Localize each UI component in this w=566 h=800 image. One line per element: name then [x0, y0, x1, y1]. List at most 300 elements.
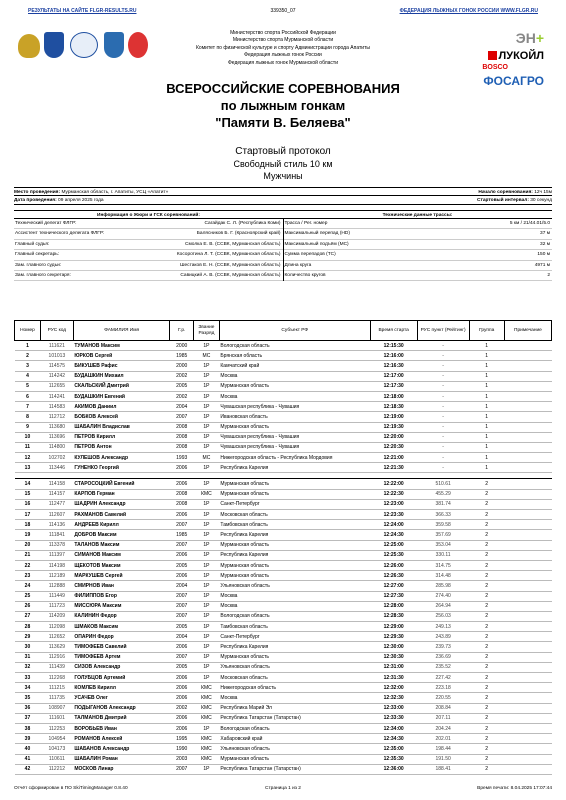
region: Хабаровский край: [219, 734, 370, 744]
rating: -: [417, 432, 469, 442]
table-row: [15, 453, 552, 463]
athlete-name: АНДРЕЕВ Кирилл: [73, 520, 170, 530]
print-time: Время печати: 8.04.2025 17:07:44: [477, 786, 552, 791]
athlete-name: БОБКОВ Алексей: [73, 412, 170, 422]
start-time: 12:21:30: [370, 463, 417, 473]
rating: -: [417, 412, 469, 422]
birth-year: 2008: [170, 422, 194, 432]
start-time: 12:26:00: [370, 560, 417, 570]
group: 2: [469, 744, 504, 754]
start-time: 12:24:30: [370, 530, 417, 540]
start-time: 12:28:00: [370, 601, 417, 611]
start-time: 12:28:30: [370, 611, 417, 621]
note: [504, 510, 551, 520]
start-time: 12:34:00: [370, 723, 417, 733]
race-gender: Мужчины: [263, 171, 303, 181]
rus-code: 113629: [40, 642, 73, 652]
page-number: Страница 1 из 2: [265, 786, 301, 791]
start-time: 12:33:00: [370, 703, 417, 713]
start-value: 12ч 15м: [534, 190, 552, 195]
start-time: 12:30:00: [370, 642, 417, 652]
region: Санкт-Петербург: [219, 632, 370, 642]
region: Тамбовская область: [219, 622, 370, 632]
note: [504, 571, 551, 581]
jury-row: [14, 261, 283, 271]
group: 1: [469, 412, 504, 422]
bib-number: 29: [15, 632, 41, 642]
race-style: Свободный стиль 10 км: [233, 159, 333, 169]
athlete-name: КУЛЕШОВ Александр: [73, 453, 170, 463]
organizer-line: Министерство спорта Российской Федерации: [230, 30, 336, 36]
start-time: 12:19:30: [370, 422, 417, 432]
organizer-line: Федерация лыжных гонок России: [244, 52, 322, 59]
rating: 204.24: [417, 723, 469, 733]
rus-code: 111841: [40, 530, 73, 540]
bib-number: 9: [15, 422, 41, 432]
rus-code: 110611: [40, 754, 73, 764]
note: [504, 652, 551, 662]
info-value: Косоротина Л. Т. (ССВК, Мурманская область): [176, 252, 281, 258]
start-time: 12:23:30: [370, 510, 417, 520]
rank: 1Р: [193, 601, 219, 611]
athlete-name: СИМАНОВ Максим: [73, 550, 170, 560]
bib-number: 30: [15, 642, 41, 652]
table-row: [15, 611, 552, 621]
rus-code: 101013: [40, 351, 73, 361]
athlete-name: БУДАШКИН Евгений: [73, 391, 170, 401]
region: Мурманская область: [219, 422, 370, 432]
rank: 1Р: [193, 510, 219, 520]
rank: 1Р: [193, 361, 219, 371]
rank: 1Р: [193, 402, 219, 412]
results-site-link[interactable]: РЕЗУЛЬТАТЫ НА САЙТЕ FLGR-RESULTS.RU: [28, 8, 137, 14]
rating: 285.98: [417, 581, 469, 591]
bib-number: 42: [15, 764, 41, 774]
bib-number: 33: [15, 673, 41, 683]
rating: 220.55: [417, 693, 469, 703]
federation-site-link[interactable]: ФЕДЕРАЦИЯ ЛЫЖНЫХ ГОНОК РОССИИ WWW.FLGR.RU: [399, 8, 538, 14]
region: Московская область: [219, 673, 370, 683]
table-row: [15, 622, 552, 632]
info-key: Ассистент технического делегата ФЛГР:: [15, 231, 105, 237]
region: Брянская область: [219, 351, 370, 361]
table-row: [15, 673, 552, 683]
info-value: 32 м: [540, 241, 550, 247]
region: Республика Карелия: [219, 550, 370, 560]
info-value: 2: [547, 272, 550, 278]
group: 1: [469, 371, 504, 381]
table-row: [15, 601, 552, 611]
date-label: Дата проведения:: [14, 198, 57, 203]
rating: -: [417, 361, 469, 371]
athlete-name: ВОРОБЬЕВ Иван: [73, 723, 170, 733]
table-row: [15, 479, 552, 489]
bib-number: 41: [15, 754, 41, 764]
rating: 353.04: [417, 540, 469, 550]
info-value: Балясников Б. Г. (Красноярский край): [196, 231, 281, 237]
group: 2: [469, 479, 504, 489]
start-time: 12:17:00: [370, 371, 417, 381]
table-row: [15, 381, 552, 391]
bib-number: 34: [15, 683, 41, 693]
column-header: Время старта: [370, 321, 417, 341]
region: Московская область: [219, 510, 370, 520]
rus-code: 114158: [40, 479, 73, 489]
race-subtitle: [0, 146, 566, 182]
table-row: [15, 361, 552, 371]
jury-row: [14, 219, 283, 229]
athlete-name: БИКУШЕВ Рафис: [73, 361, 170, 371]
start-time: 12:17:30: [370, 381, 417, 391]
region: Москва: [219, 591, 370, 601]
russia-emblem-icon: [18, 34, 40, 58]
region: Санкт-Петербург: [219, 499, 370, 509]
athlete-name: КАРПОВ Герман: [73, 489, 170, 499]
murmansk-emblem-icon: [44, 32, 64, 58]
table-row: [15, 683, 552, 693]
jury-and-track-info: [14, 210, 552, 281]
note: [504, 560, 551, 570]
note: [504, 499, 551, 509]
birth-year: 2008: [170, 442, 194, 452]
start-time: 12:21:00: [370, 453, 417, 463]
birth-year: 1985: [170, 530, 194, 540]
table-header-row: [15, 321, 552, 341]
rating: 264.94: [417, 601, 469, 611]
birth-year: 2007: [170, 601, 194, 611]
table-row: [15, 540, 552, 550]
en-plus-logo: ЭН+: [515, 30, 544, 46]
birth-year: 2007: [170, 764, 194, 774]
start-time: 12:26:30: [370, 571, 417, 581]
note: [504, 351, 551, 361]
athlete-name: ПЕТРОВ Кирилл: [73, 432, 170, 442]
athlete-name: ПЕТРОВ Антон: [73, 442, 170, 452]
rating: 191.50: [417, 754, 469, 764]
rating: 274.40: [417, 591, 469, 601]
table-row: [15, 764, 552, 774]
rank: 1Р: [193, 611, 219, 621]
region: Нижегородская область - Республика Мордовия: [219, 453, 370, 463]
table-row: [15, 432, 552, 442]
info-value: Шестаков Е. Н. (ССВК, Мурманская область): [180, 262, 281, 268]
note: [504, 611, 551, 621]
jury-list: [14, 219, 284, 281]
rus-code: 111439: [40, 662, 73, 672]
start-time: 12:30:30: [370, 652, 417, 662]
rating: 510.61: [417, 479, 469, 489]
birth-year: 2000: [170, 341, 194, 351]
table-row: [15, 662, 552, 672]
region: Вологодская область: [219, 341, 370, 351]
bib-number: 36: [15, 703, 41, 713]
rank: КМС: [193, 713, 219, 723]
start-list-table: [14, 320, 552, 775]
note: [504, 744, 551, 754]
table-row: [15, 391, 552, 401]
note: [504, 591, 551, 601]
rank: КМС: [193, 744, 219, 754]
start-time: 12:29:30: [370, 632, 417, 642]
bib-number: 19: [15, 530, 41, 540]
athlete-name: ГОЛУБЦОВ Артемий: [73, 673, 170, 683]
rating: 188.41: [417, 764, 469, 774]
bib-number: 17: [15, 510, 41, 520]
group: 2: [469, 581, 504, 591]
rating: -: [417, 422, 469, 432]
athlete-name: ТАЛАНОВ Максим: [73, 540, 170, 550]
group: 2: [469, 510, 504, 520]
note: [504, 723, 551, 733]
bib-number: 22: [15, 560, 41, 570]
rating: 223.18: [417, 683, 469, 693]
rating: 359.58: [417, 520, 469, 530]
table-row: [15, 581, 552, 591]
rating: 227.42: [417, 673, 469, 683]
group: 2: [469, 530, 504, 540]
region: Мурманская область: [219, 540, 370, 550]
bib-number: 16: [15, 499, 41, 509]
group: 1: [469, 432, 504, 442]
region: Вологодская область: [219, 611, 370, 621]
group: 1: [469, 442, 504, 452]
bib-number: 6: [15, 391, 41, 401]
bib-number: 39: [15, 734, 41, 744]
rating: 357.69: [417, 530, 469, 540]
birth-year: 2006: [170, 723, 194, 733]
info-key: Главный секретарь:: [15, 252, 60, 258]
note: [504, 422, 551, 432]
table-row: [15, 402, 552, 412]
athlete-name: СИЗОВ Александр: [73, 662, 170, 672]
athlete-name: ОПАРИН Федор: [73, 632, 170, 642]
region: Мурманская область: [219, 489, 370, 499]
table-row: [15, 371, 552, 381]
start-time: 12:20:00: [370, 432, 417, 442]
note: [504, 683, 551, 693]
rus-code: 114583: [40, 402, 73, 412]
rank: 1Р: [193, 581, 219, 591]
athlete-name: РАХМАНОВ Савелий: [73, 510, 170, 520]
group: 2: [469, 754, 504, 764]
fosagro-logo: ФОСАГРО: [483, 74, 544, 88]
rank: 1Р: [193, 381, 219, 391]
birth-year: 2006: [170, 713, 194, 723]
athlete-name: ШАДРИН Александр: [73, 499, 170, 509]
start-time: 12:22:00: [370, 479, 417, 489]
athlete-name: ТАЛМАНОВ Дмитрий: [73, 713, 170, 723]
group: 2: [469, 632, 504, 642]
rank: 1Р: [193, 540, 219, 550]
rating: 198.44: [417, 744, 469, 754]
birth-year: 2008: [170, 489, 194, 499]
region: Ивановская область: [219, 412, 370, 422]
athlete-name: ШАБАЛИН Роман: [73, 754, 170, 764]
note: [504, 642, 551, 652]
rank: КМС: [193, 734, 219, 744]
table-row: [15, 734, 552, 744]
start-time: 12:18:30: [370, 402, 417, 412]
group: 2: [469, 693, 504, 703]
athlete-name: УСАЧЕВ Олег: [73, 693, 170, 703]
region: Республика Татарстан (Татарстан): [219, 713, 370, 723]
info-value: 37 м: [540, 231, 550, 237]
title-line: ВСЕРОССИЙСКИЕ СОРЕВНОВАНИЯ: [166, 81, 400, 96]
athlete-name: СМИРНОВ Иван: [73, 581, 170, 591]
start-time: 12:23:00: [370, 499, 417, 509]
rus-code: 114136: [40, 520, 73, 530]
rank: 1Р: [193, 673, 219, 683]
note: [504, 371, 551, 381]
athlete-name: СТАРОСОЦКИЙ Евгений: [73, 479, 170, 489]
rus-code: 111735: [40, 693, 73, 703]
athlete-name: ТИМОФЕЕВ Савелий: [73, 642, 170, 652]
table-row: [15, 351, 552, 361]
table-row: [15, 744, 552, 754]
note: [504, 622, 551, 632]
rank: МС: [193, 453, 219, 463]
table-row: [15, 463, 552, 473]
note: [504, 489, 551, 499]
start-time: 12:31:00: [370, 662, 417, 672]
organizer-line: Министерство спорта Мурманской области: [232, 37, 334, 44]
region: Чувашская республика - Чувашия: [219, 432, 370, 442]
table-row: [15, 499, 552, 509]
region: Вологодская область: [219, 723, 370, 733]
group: 2: [469, 611, 504, 621]
birth-year: 2002: [170, 391, 194, 401]
en-plus-text: ЭН: [515, 30, 536, 46]
athlete-name: ШАБАЛИН Владислав: [73, 422, 170, 432]
birth-year: 2007: [170, 520, 194, 530]
region: Москва: [219, 391, 370, 401]
info-key: Главный судья:: [15, 241, 50, 247]
athlete-name: АКИМОВ Даниил: [73, 402, 170, 412]
birth-year: 2004: [170, 402, 194, 412]
bib-number: 7: [15, 402, 41, 412]
rating: 202.01: [417, 734, 469, 744]
title-line: по лыжным гонкам: [220, 98, 346, 113]
rus-code: 113696: [40, 432, 73, 442]
athlete-name: ЩЕКОТОВ Максим: [73, 560, 170, 570]
rus-code: 114209: [40, 611, 73, 621]
rus-code: 112253: [40, 723, 73, 733]
birth-year: 1990: [170, 744, 194, 754]
rank: 1Р: [193, 560, 219, 570]
rus-code: 113446: [40, 463, 73, 473]
bib-number: 27: [15, 611, 41, 621]
rus-code: 108907: [40, 703, 73, 713]
rus-code: 112655: [40, 381, 73, 391]
protocol-code: 339350_07: [270, 8, 296, 14]
rus-code: 111449: [40, 591, 73, 601]
date-value: 09 апреля 2025 года: [58, 198, 104, 203]
rating: 207.11: [417, 713, 469, 723]
rating: 239.73: [417, 642, 469, 652]
region: Мурманская область: [219, 560, 370, 570]
athlete-name: КОМЛЕВ Кирилл: [73, 683, 170, 693]
lukoil-text: ЛУКОЙЛ: [498, 50, 544, 62]
rus-code: 112712: [40, 412, 73, 422]
table-row: [15, 442, 552, 452]
birth-year: 2000: [170, 361, 194, 371]
bib-number: 40: [15, 744, 41, 754]
note: [504, 754, 551, 764]
birth-year: 2002: [170, 371, 194, 381]
rating: 208.84: [417, 703, 469, 713]
column-header: Г.р.: [170, 321, 194, 341]
region: Ульяновская область: [219, 662, 370, 672]
jury-heading: Информация о Жюри и ГСК соревнований:: [97, 213, 200, 218]
group: 2: [469, 713, 504, 723]
rating: 235.52: [417, 662, 469, 672]
rank: КМС: [193, 754, 219, 764]
rus-code: 114241: [40, 391, 73, 401]
info-key: Трасса / Рег. номер: [284, 221, 328, 226]
rating: 314.48: [417, 571, 469, 581]
note: [504, 453, 551, 463]
info-value: 5 км / 21/44.01/5.0: [509, 221, 550, 226]
region: Камчатский край: [219, 361, 370, 371]
group: 1: [469, 391, 504, 401]
table-row: [15, 489, 552, 499]
rank: 1Р: [193, 422, 219, 432]
note: [504, 662, 551, 672]
start-time: 12:18:00: [370, 391, 417, 401]
birth-year: 2007: [170, 412, 194, 422]
rank: 1Р: [193, 723, 219, 733]
rank: КМС: [193, 683, 219, 693]
info-key: Зам. главного секретаря:: [15, 272, 71, 278]
note: [504, 381, 551, 391]
bib-number: 13: [15, 463, 41, 473]
info-key: Количество кругов: [284, 272, 326, 278]
rating: 256.03: [417, 611, 469, 621]
table-row: [15, 571, 552, 581]
group: 2: [469, 764, 504, 774]
rus-code: 112098: [40, 622, 73, 632]
table-row: [15, 754, 552, 764]
rus-code: 114242: [40, 371, 73, 381]
rating: 243.89: [417, 632, 469, 642]
info-value: Савицкий А. В. (ССВК, Мурманская область): [180, 272, 281, 278]
birth-year: 1995: [170, 734, 194, 744]
rating: -: [417, 381, 469, 391]
group: 2: [469, 489, 504, 499]
group: 1: [469, 453, 504, 463]
protocol-type: Стартовый протокол: [235, 146, 331, 157]
athlete-name: ШАБАНОВ Александр: [73, 744, 170, 754]
birth-year: 1985: [170, 351, 194, 361]
rating: -: [417, 341, 469, 351]
rank: КМС: [193, 489, 219, 499]
rating: 455.29: [417, 489, 469, 499]
bib-number: 32: [15, 662, 41, 672]
info-value: 150 м: [537, 252, 550, 258]
start-time: 12:27:00: [370, 581, 417, 591]
rus-code: 111601: [40, 713, 73, 723]
birth-year: 2008: [170, 499, 194, 509]
table-body: [15, 341, 552, 775]
group: 2: [469, 734, 504, 744]
rank: 1Р: [193, 571, 219, 581]
start-time: 12:16:30: [370, 361, 417, 371]
rating: 249.13: [417, 622, 469, 632]
table-row: [15, 520, 552, 530]
start-time: 12:34:30: [370, 734, 417, 744]
group: 2: [469, 591, 504, 601]
rus-code: 113378: [40, 540, 73, 550]
